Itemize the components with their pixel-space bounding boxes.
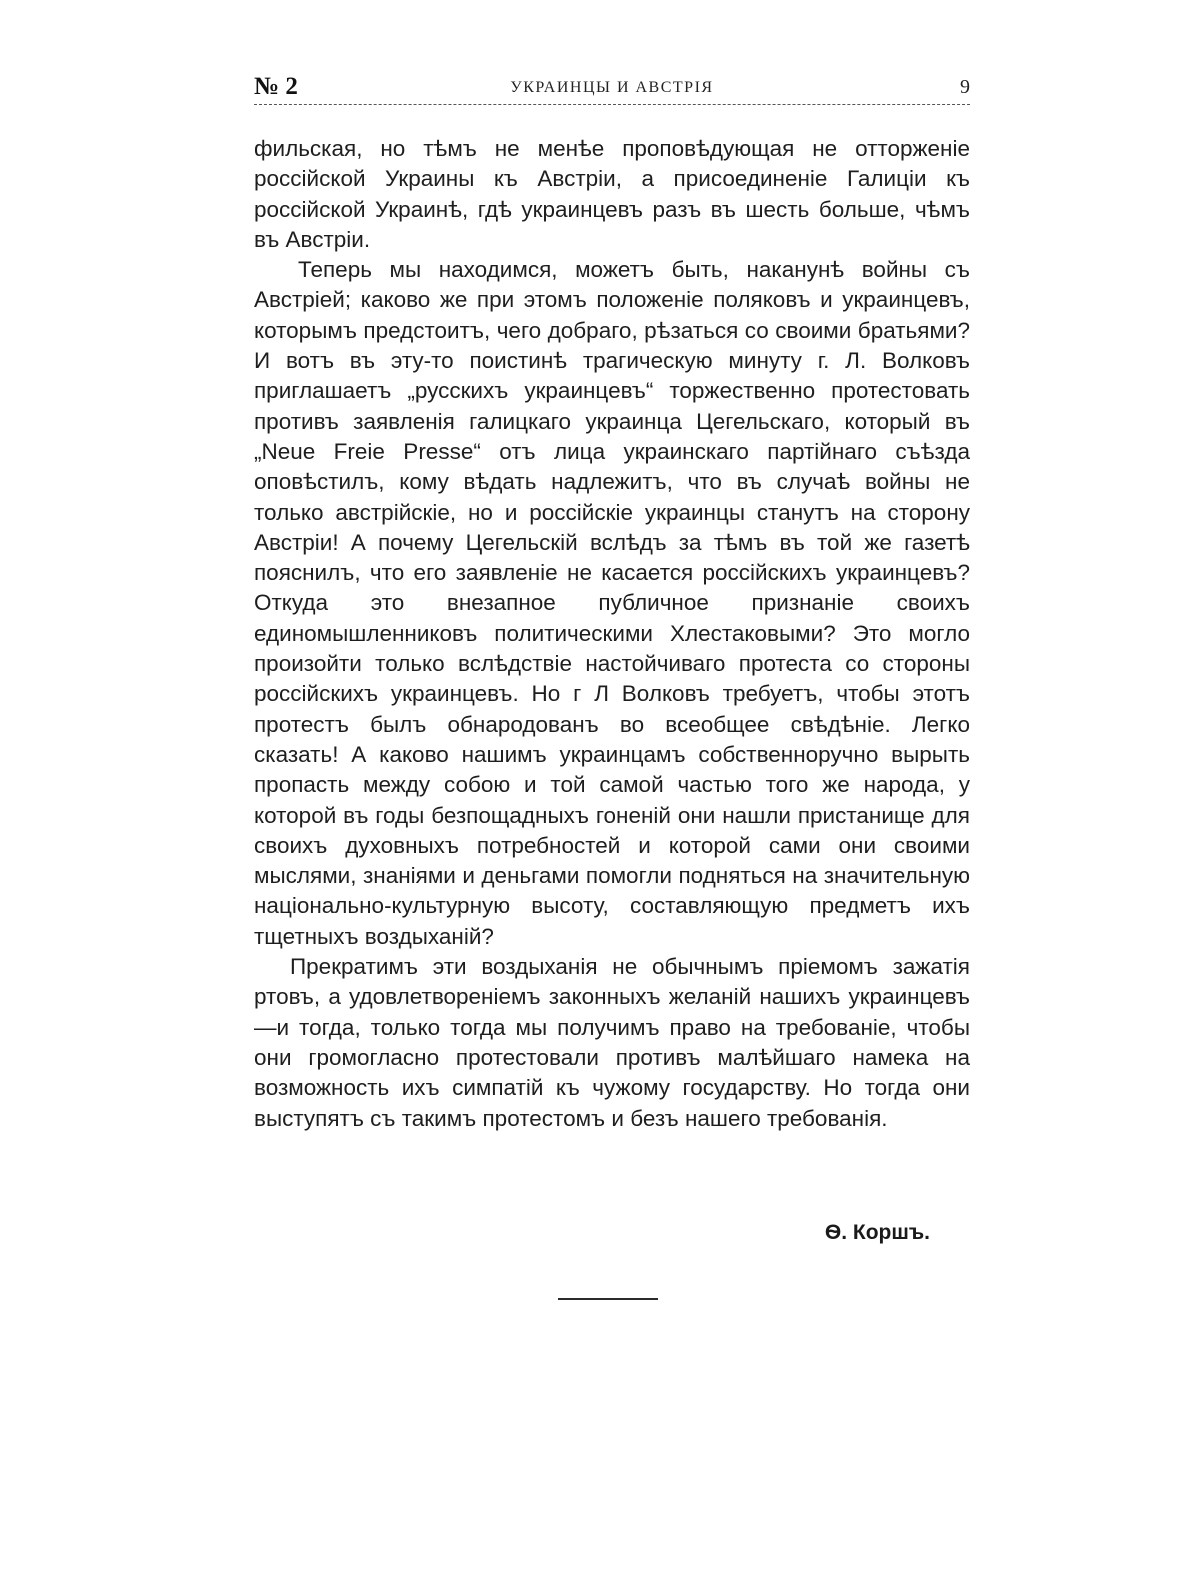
paragraph: Теперь мы находимся, можетъ быть, наканунѣ войны съ Австріей; каково же при этомъ положеніе поляковъ и украинцевъ, которымъ предстоитъ, чего добраго, рѣзаться со своими братьями? И вотъ въ эту-то поистинѣ трагическую минуту г. Л. Волковъ приглашаетъ „русскихъ украинцевъ“ торжественно протестовать противъ заявленія галицкаго украинца Цегельскаго, который въ „Neue Freie Presse“ отъ лица украинскаго партійнаго съѣзда оповѣстилъ, кому вѣдать надлежитъ, что въ случаѣ войны не только австрійскіе, но и россійскіе украинцы станутъ на сторону Австріи! А почему Цегельскій вслѣдъ за тѣмъ въ той же газетѣ пояснилъ, что его заявленіе не касается россійскихъ украинцевъ? Откуда это внезапное публичное признаніе своихъ единомышленниковъ политическими Хлестаковыми? Это могло произойти только вслѣдствіе настойчиваго протеста со стороны россійскихъ украинцевъ. Но г Л Волковъ требуетъ, чтобы этотъ протестъ былъ обнародованъ во всеобщее свѣдѣніе. Легко сказать! А каково нашимъ украинцамъ собственноручно вырыть пропасть между собою и той самой частью того же народа, у которой въ годы безпощадныхъ гоненій они нашли пристанище для своихъ духовныхъ потребностей и которой сами они своими мыслями, знаніями и деньгами помогли подняться на значительную національно-культурную высоту, составляющую предметъ ихъ тщетныхъ воздыханій? bbox=[254, 257, 970, 949]
document-page bbox=[254, 73, 970, 1244]
paragraph-continued: фильская, но тѣмъ не менѣе проповѣдующая не отторженіе россійской Украины къ Австріи, а присоединеніе Галиціи къ россійской Украинѣ, гдѣ украинцевъ разъ въ шесть больше, чѣмъ въ Австріи. bbox=[254, 136, 970, 252]
end-rule bbox=[558, 1298, 658, 1300]
author-signature: Ѳ. Коршъ. bbox=[824, 1221, 930, 1244]
article-body bbox=[254, 134, 970, 1134]
issue-number: № 2 bbox=[254, 73, 298, 100]
running-title: УКРАИНЦЫ И АВСТРІЯ bbox=[510, 79, 714, 96]
header-rule bbox=[254, 104, 970, 105]
paragraph: Прекратимъ эти воздыханія не обычнымъ пріемомъ зажатія ртовъ, а удовлетвореніемъ законныхъ желаній нашихъ украинцевъ—и тогда, только тогда мы получимъ право на требованіе, чтобы они громогласно протестовали противъ малѣйшаго намека на возможность ихъ симпатій къ чужому государству. Но тогда они выступятъ съ такимъ протестомъ и безъ нашего требованія. bbox=[254, 954, 970, 1131]
page-header bbox=[254, 74, 970, 100]
page-number: 9 bbox=[960, 76, 970, 98]
